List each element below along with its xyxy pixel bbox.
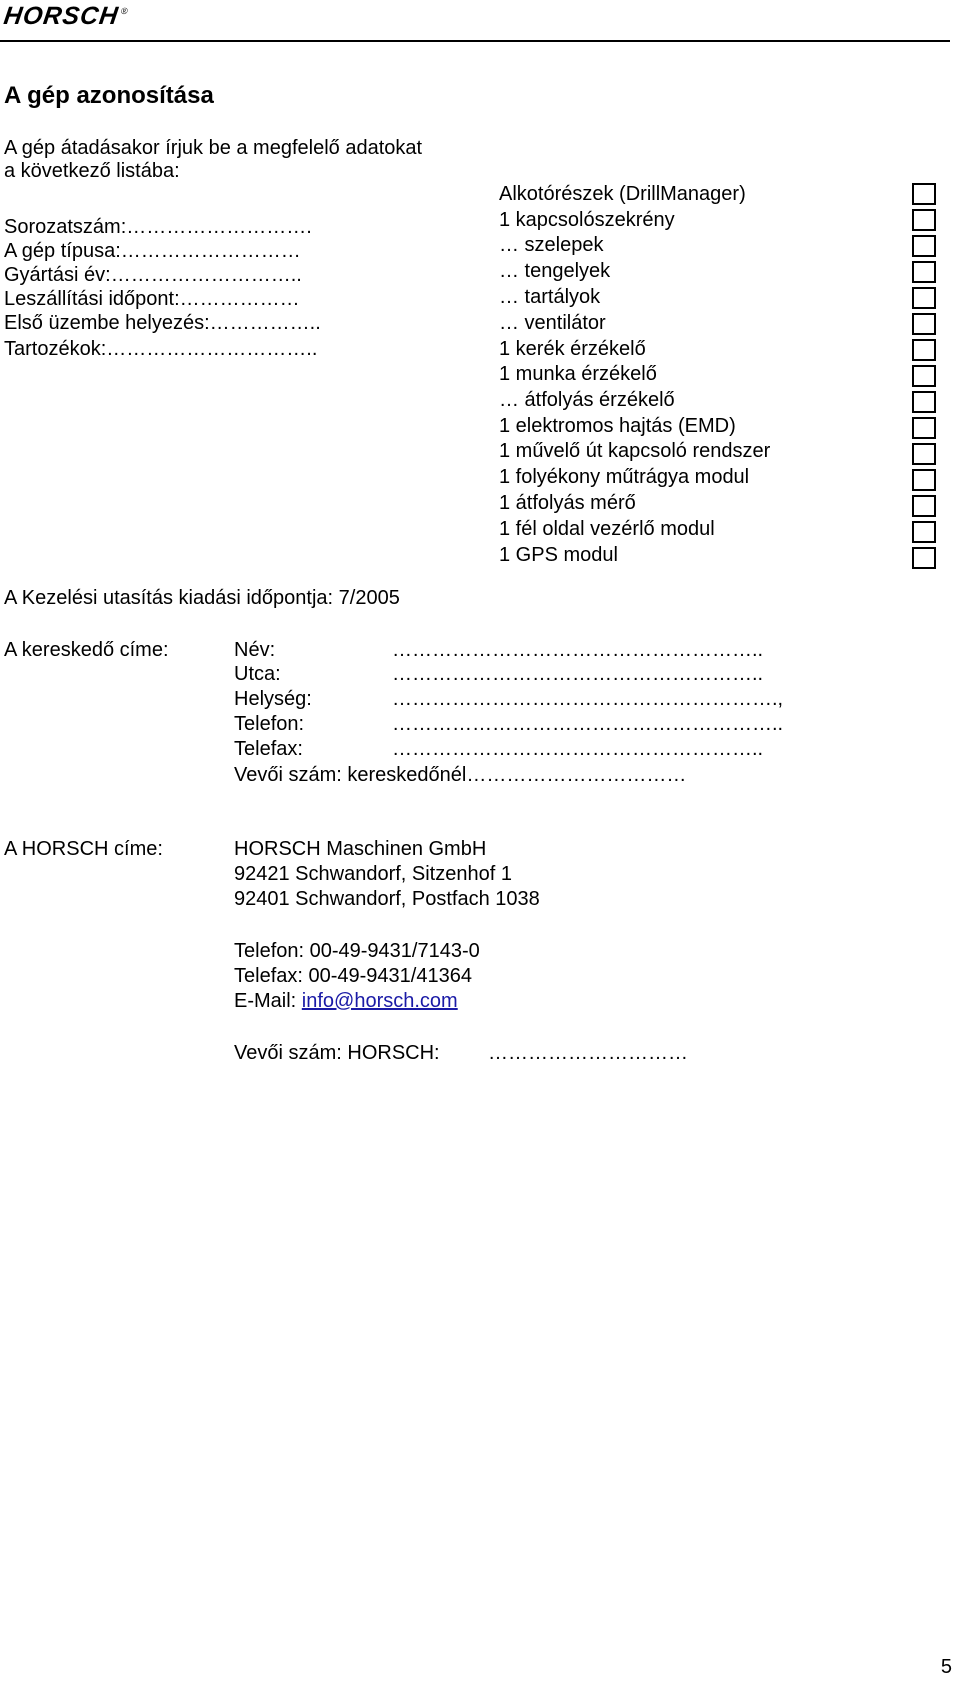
dealer-name-label: Név: xyxy=(234,639,276,661)
dealer-name-value: ……………………………………………….. xyxy=(392,639,764,661)
component-item: 1 átfolyás mérő xyxy=(499,492,636,514)
component-checkbox[interactable] xyxy=(912,261,936,283)
dealer-fax-value: ……………………………………………….. xyxy=(392,738,764,760)
component-item: 1 elektromos hajtás (EMD) xyxy=(499,415,736,437)
component-item: 1 művelő út kapcsoló rendszer xyxy=(499,440,771,462)
field-serial-number: Sorozatszám:………………………. xyxy=(4,216,312,238)
email-link[interactable]: info@horsch.com xyxy=(301,990,458,1012)
page-number: 5 xyxy=(940,1656,952,1678)
horsch-phone: Telefon: 00-49-9431/7143-0 xyxy=(234,940,480,962)
component-checkbox[interactable] xyxy=(912,391,936,413)
intro-line-2: a következő listába: xyxy=(4,160,180,182)
intro-line-1: A gép átadásakor írjuk be a megfelelő adatokat xyxy=(4,137,423,159)
component-checkbox[interactable] xyxy=(912,339,936,361)
component-checkbox[interactable] xyxy=(912,313,936,335)
component-item: 1 kerék érzékelő xyxy=(499,338,646,360)
component-item: 1 fél oldal vezérlő modul xyxy=(499,518,715,540)
field-machine-type: A gép típusa:……………………… xyxy=(4,240,301,262)
component-checkbox[interactable] xyxy=(912,209,936,231)
component-item: 1 folyékony műtrágya modul xyxy=(499,466,750,488)
dealer-phone-label: Telefon: xyxy=(234,713,305,735)
horsch-company: HORSCH Maschinen GmbH xyxy=(234,838,487,860)
horsch-label: A HORSCH címe: xyxy=(4,838,163,860)
component-item: … tengelyek xyxy=(499,260,611,282)
field-accessories: Tartozékok:………………………….. xyxy=(4,338,318,360)
dealer-fax-label: Telefax: xyxy=(234,738,303,760)
horsch-address-line: 92401 Schwandorf, Postfach 1038 xyxy=(234,888,540,910)
field-first-commissioning: Első üzembe helyezés:…………….. xyxy=(4,312,321,334)
component-item: 1 kapcsolószekrény xyxy=(499,209,675,231)
component-checkbox[interactable] xyxy=(912,183,936,205)
component-item: … szelepek xyxy=(499,234,604,256)
component-checkbox[interactable] xyxy=(912,287,936,309)
component-checkbox[interactable] xyxy=(912,521,936,543)
email-label: E-Mail: xyxy=(234,990,302,1012)
component-item: 1 munka érzékelő xyxy=(499,363,657,385)
horsch-fax: Telefax: 00-49-9431/41364 xyxy=(234,965,472,987)
dealer-city-label: Helység: xyxy=(234,688,312,710)
dealer-customer-number: Vevői szám: kereskedőnél…………………………… xyxy=(234,764,687,786)
component-item: … átfolyás érzékelő xyxy=(499,389,675,411)
component-checkbox[interactable] xyxy=(912,495,936,517)
page-title: A gép azonosítása xyxy=(4,82,214,109)
component-checkbox[interactable] xyxy=(912,547,936,569)
dealer-label: A kereskedő címe: xyxy=(4,639,169,661)
header-divider xyxy=(0,40,950,42)
horsch-address-line: 92421 Schwandorf, Sitzenhof 1 xyxy=(234,863,512,885)
field-delivery-date: Leszállítási időpont:……………… xyxy=(4,288,300,310)
horsch-customer-number-value: ………………………… xyxy=(488,1042,688,1064)
field-year: Gyártási év:……………………….. xyxy=(4,264,302,286)
component-item: … ventilátor xyxy=(499,312,606,334)
component-checkbox[interactable] xyxy=(912,235,936,257)
dealer-phone-value: ………………………………………………….. xyxy=(392,713,784,735)
component-item: 1 GPS modul xyxy=(499,544,618,566)
horsch-email-row xyxy=(234,988,458,1014)
horsch-logo: HORSCH® xyxy=(2,2,130,30)
component-checkbox[interactable] xyxy=(912,469,936,491)
dealer-city-value: …………………………………………………., xyxy=(392,688,784,710)
component-item: … tartályok xyxy=(499,286,601,308)
component-checkbox[interactable] xyxy=(912,417,936,439)
components-title: Alkotórészek (DrillManager) xyxy=(499,183,746,205)
component-checkbox[interactable] xyxy=(912,443,936,465)
dealer-street-label: Utca: xyxy=(234,663,281,685)
dealer-street-value: ……………………………………………….. xyxy=(392,663,764,685)
horsch-customer-number-label: Vevői szám: HORSCH: xyxy=(234,1042,440,1064)
manual-edition: A Kezelési utasítás kiadási időpontja: 7/2005 xyxy=(4,587,400,609)
component-checkbox[interactable] xyxy=(912,365,936,387)
